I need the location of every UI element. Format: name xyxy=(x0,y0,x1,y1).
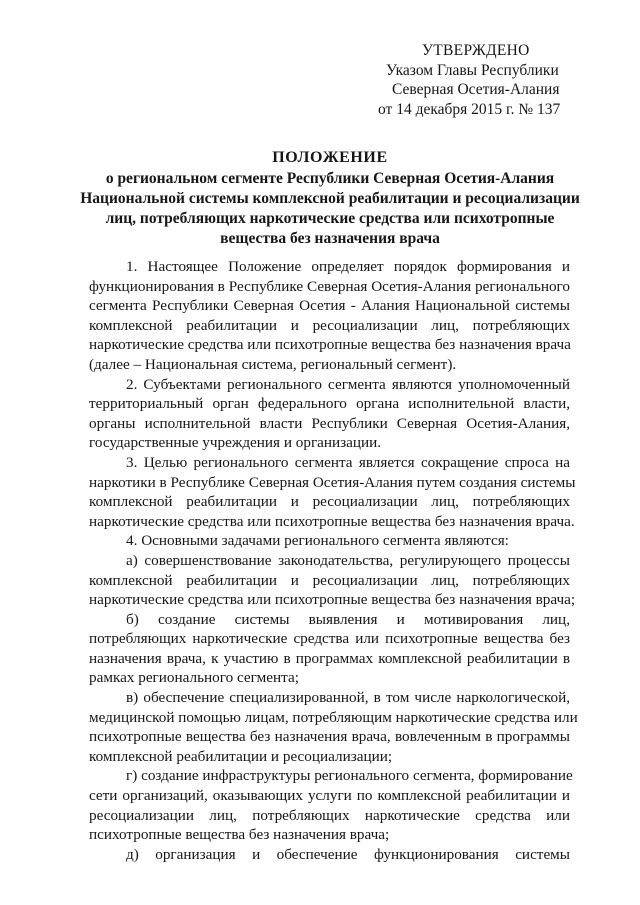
paragraph-line: психотропные вещества без назначения врача; xyxy=(89,826,390,844)
paragraph-1 xyxy=(89,257,570,375)
document-body xyxy=(89,257,578,864)
paragraph-6 xyxy=(89,610,570,688)
paragraph-line: сети организаций, оказывающих услуги по комплексной реабилитации и xyxy=(89,787,570,805)
approval-line-republic: Северная Осетия-Алания xyxy=(392,81,560,98)
paragraph-line: функционирования в Республике Северная Осетия-Алания регионального xyxy=(89,277,570,295)
heading-line: вещества без назначения врача xyxy=(220,230,440,247)
approval-line-decree: Указом Главы Республики xyxy=(386,61,559,79)
paragraph-4 xyxy=(89,531,570,551)
paragraph-line: 3. Целью регионального сегмента является сокращение спроса на xyxy=(126,453,570,471)
paragraph-line: д) организация и обеспечение функционирования системы xyxy=(126,845,570,863)
paragraph-line: (далее – Национальная система, региональный сегмент). xyxy=(89,355,457,373)
paragraph-line: в) обеспечение специализированной, в том числе наркологической, xyxy=(126,689,570,707)
paragraph-5 xyxy=(89,551,576,610)
paragraph-line: государственные учреждения и организации. xyxy=(89,434,382,452)
approval-line-date: от 14 декабря 2015 г. № 137 xyxy=(378,100,561,118)
paragraph-line: психотропные вещества без назначения врача, вовлеченным в программы xyxy=(89,728,570,746)
paragraph-line: комплексной реабилитации и ресоциализации; xyxy=(89,747,393,765)
paragraph-2 xyxy=(89,375,570,453)
heading-line: Национальной системы комплексной реабилитации и ресоциализации xyxy=(80,190,580,207)
approval-title: УТВЕРЖДЕНО xyxy=(422,42,530,59)
paragraph-line: рамках регионального сегмента; xyxy=(89,669,299,687)
paragraph-line: территориальный орган федерального органа исполнительной власти, xyxy=(89,395,570,413)
document-heading xyxy=(80,148,580,249)
heading-line: лиц, потребляющих наркотические средства или психотропные xyxy=(105,210,555,227)
paragraph-line: а) совершенствование законодательства, регулирующего процессы xyxy=(126,551,570,569)
paragraph-line: 1. Настоящее Положение определяет порядок формирования и xyxy=(126,258,570,275)
paragraph-line: наркотические средства или психотропные вещества без назначения врача; xyxy=(89,591,576,609)
heading-line: о региональном сегменте Республики Северная Осетия-Алания xyxy=(105,170,555,187)
paragraph-line: 4. Основными задачами регионального сегмента являются: xyxy=(126,532,509,550)
paragraph-line: наркотики в Республике Северная Осетия-Алания путем создания системы xyxy=(89,473,576,491)
paragraph-line: потребляющих наркотические средства или психотропные вещества без xyxy=(89,630,570,648)
paragraph-line: органы исполнительной власти Республики Северная Осетия-Алания, xyxy=(89,414,570,432)
paragraph-line: 2. Субъектами регионального сегмента являются уполномоченный xyxy=(126,375,570,393)
paragraph-line: ресоциализации лиц, потребляющих наркотические средства или xyxy=(89,806,570,824)
paragraph-9 xyxy=(89,845,570,865)
paragraph-line: б) создание системы выявления и мотивирования лиц, xyxy=(126,610,570,628)
paragraph-line: комплексной реабилитации и ресоциализации лиц, потребляющих xyxy=(89,316,570,334)
paragraph-line: комплексной реабилитации и ресоциализации лиц, потребляющих xyxy=(89,493,570,511)
approval-stamp xyxy=(378,41,598,119)
paragraph-line: комплексной реабилитации и ресоциализации лиц, потребляющих xyxy=(89,571,570,589)
document-title: ПОЛОЖЕНИЕ xyxy=(272,149,388,166)
paragraph-line: г) создание инфраструктуры регионального сегмента, формирование xyxy=(126,767,573,785)
paragraph-7 xyxy=(89,688,578,766)
paragraph-line: наркотические средства или психотропные вещества без назначения врача xyxy=(89,336,571,354)
paragraph-3 xyxy=(89,453,576,531)
paragraph-line: сегмента Республики Северная Осетия - Алания Национальной системы xyxy=(89,297,570,315)
paragraph-8 xyxy=(89,766,573,844)
paragraph-line: медицинской помощью лицам, потребляющим наркотические средства или xyxy=(89,708,578,726)
paragraph-line: назначения врача, к участию в программах комплексной реабилитации в xyxy=(89,649,570,667)
paragraph-line: наркотические средства или психотропные вещества без назначения врача. xyxy=(89,512,575,530)
